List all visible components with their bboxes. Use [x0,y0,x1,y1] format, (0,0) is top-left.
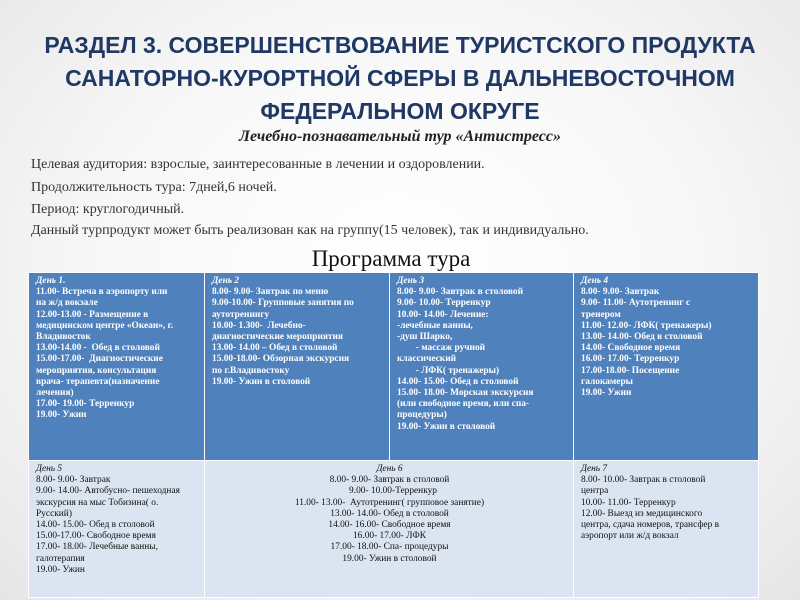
schedule-line: центра, сдача номеров, трансфер в [581,520,720,531]
schedule-line: 11.00- Встреча в аэропорту или [36,287,168,298]
schedule-line: 19.00- Ужин [36,410,87,421]
schedule-line: диагностические мероприятия [212,332,343,343]
schedule-line: - массаж ручной [397,343,486,354]
schedule-line: тренером [581,309,621,320]
schedule-line: галотерапия [36,553,85,564]
day-cell [29,461,205,598]
schedule-line: 8.00- 10.00- Завтрак в столовой [581,475,706,486]
schedule-line: классический [397,354,457,365]
schedule-line: 8.00- 9.00- Завтрак в столовой [397,287,523,298]
schedule-line: 9.00- 11.00- Аутотренинг с [581,298,691,309]
info-group-note: Данный турпродукт может быть реализован как на группу(15 человек), так и индивидуально. [31,223,589,238]
day-cell [574,461,759,598]
info-target-audience: Целевая аудитория: взрослые, заинтересованные в лечении и оздоровлении. [31,157,485,172]
schedule-line: 17.00- 19.00- Терренкур [36,399,135,410]
schedule-line: 17.00- 18.00- Спа- процедуры [330,542,449,553]
schedule-line: 8.00- 9.00- Завтрак по меню [212,287,329,298]
schedule-line: галокамеры [581,376,634,387]
schedule-line: - ЛФК( тренажеры) [397,365,500,376]
schedule-line: аутотренингу [212,309,270,320]
schedule-line: 11.00- 13.00- Аутотренинг( групповое занятие) [294,497,485,508]
day-title: День 4 [581,276,609,286]
schedule-line: 15.00-17.00- Свободное время [36,531,156,542]
schedule-line: 13.00- 14.00- Обед в столовой [330,508,449,519]
schedule-line: 15.00-18.00- Обзорная экскурсия [212,354,350,365]
schedule-line: -лечебные ванны, [397,320,473,331]
schedule-line: 8.00- 9.00- Завтрак [581,287,660,298]
schedule-line: (или свободное время, или спа- [397,399,530,410]
program-row-days-1-4 [29,273,759,461]
day-title: День 5 [36,464,63,474]
day-cell [390,273,574,461]
day-cell [574,273,759,461]
program-table [28,272,759,598]
schedule-line: 17.00-18.00- Посещение [581,365,680,376]
schedule-line: 14.00- 15.00- Обед в столовой [397,376,519,387]
schedule-line: 9.00- 10.00-Терренкур [342,486,437,497]
schedule-line: 19.00- Ужин [36,564,85,575]
schedule-line: 13.00- 14.00- Обед в столовой [581,332,703,343]
info-period: Период: круглогодичный. [31,202,185,217]
day-title: День 1. [36,276,66,286]
info-duration: Продолжительность тура: 7дней,6 ночей. [31,180,277,195]
schedule-line: -душ Шарко, [397,332,453,343]
schedule-line: 19.00- Ужин в столовой [397,421,496,432]
schedule-line: аэропорт или ж/д вокзал [581,531,679,542]
schedule-line: лечения) [36,388,74,399]
schedule-line: медицинском центре «Океан», г. [36,320,174,331]
schedule-line: 14.00- 15.00- Обед в столовой [36,520,155,531]
schedule-line: 9.00- 10.00- Терренкур [397,298,491,309]
schedule-line: 14.00- Свободное время [581,343,681,354]
day-title: День 3 [397,276,425,286]
schedule-line: врача- терапевта(назначение [36,376,160,387]
program-row-days-5-7 [29,461,759,598]
schedule-line: 16.00- 17.00- Терренкур [581,354,680,365]
schedule-line: 19.00- Ужин в столовой [342,553,437,564]
schedule-line: 10.00- 14.00- Лечение: [397,309,489,320]
day-title: День 6 [376,464,403,474]
schedule-line: центра [581,486,609,497]
schedule-line: 9.00- 14.00- Автобусно- пешеходная [36,486,180,497]
schedule-line: 9.00-10.00- Групповые занятия по [212,298,354,309]
tour-subtitle: Лечебно-познавательный тур «Антистресс» [238,128,562,145]
day-cell [205,273,390,461]
schedule-line: 8.00- 9.00- Завтрак в столовой [329,475,450,486]
schedule-line: 13.00-14.00 - Обед в столовой [36,343,160,354]
schedule-line: Владивосток [36,332,91,343]
schedule-line: 14.00- 16.00- Свободное время [328,520,451,531]
schedule-line: на ж/д вокзале [36,298,98,309]
schedule-line: 12.00- Выезд из медицинского [581,508,703,519]
day-title: День 7 [581,464,608,474]
day-cell [29,273,205,461]
schedule-line: Русский) [36,508,72,519]
schedule-line: 10.00- 11.00- Терренкур [581,497,676,508]
schedule-line: 15.00-17.00- Диагностические [36,354,163,365]
schedule-line: 19.00- Ужин [581,388,632,399]
day-cell [205,461,574,598]
schedule-line: по г.Владивостоку [212,365,290,376]
schedule-line: 13.00- 14.00 – Обед в столовой [212,343,338,354]
day-title: День 2 [212,276,240,286]
schedule-line: экскурсия на мыс Тобизина( о. [36,497,159,508]
schedule-line: 17.00- 18.00- Лечебные ванны, [36,542,158,553]
schedule-line: 15.00- 18.00- Морская экскурсия [397,388,534,399]
schedule-line: 11.00- 12.00- ЛФК( тренажеры) [581,320,712,331]
schedule-line: 10.00- 1.300- Лечебно- [212,320,306,331]
schedule-line: 16.00- 17.00- ЛФК [352,531,426,542]
schedule-line: 19.00- Ужин в столовой [212,376,311,387]
program-title: Программа тура [311,246,471,271]
schedule-line: 8.00- 9.00- Завтрак [36,475,111,486]
schedule-line: 12.00-13.00 - Размещение в [36,309,149,320]
schedule-line: процедуры) [397,410,447,421]
schedule-line: мероприятия, консультация [36,365,157,376]
slide-title: РАЗДЕЛ 3. СОВЕРШЕНСТВОВАНИЕ ТУРИСТСКОГО ПРОДУКТА САНАТОРНО-КУРОРТНОЙ СФЕРЫ В ДАЛЬНЕВОСТОЧНОМ ФЕДЕРАЛЬНОМ ОКРУГЕ [44,32,756,124]
